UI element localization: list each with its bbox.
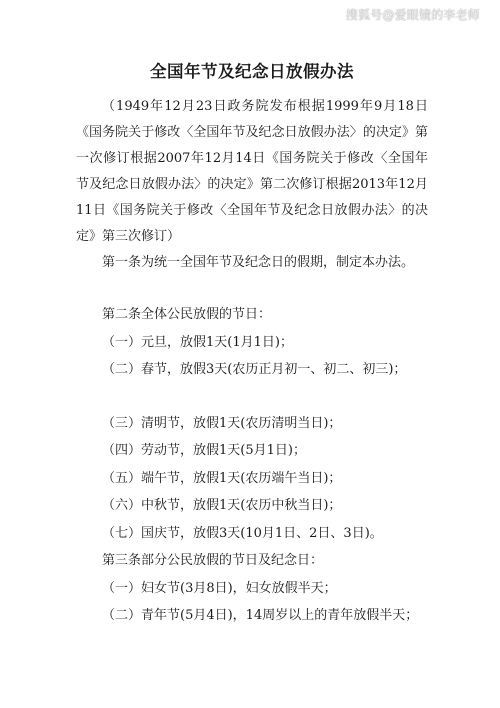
spacer <box>76 384 428 410</box>
article-2-item: （七）国庆节，放假3天(10月1日、2日、3日)。 <box>102 525 383 541</box>
document-title: 全国年节及纪念日放假办法 <box>150 62 354 81</box>
watermark: 搜狐号@爱眼镜的李老师 <box>345 8 480 22</box>
preamble-paragraph: （1949年12月23日政务院发布根据1999年9月18日《国务院关于修改〈全国年节及纪念日放假办法〉的决定》第一次修订根据2007年12月14日《国务院关于修改〈全国年节及纪念日放假办法〉的决定》第二次修订根据2013年12月11日《国务院关于修改〈全国年节及纪念日放假办法〉的决定》第三次修订） <box>76 99 428 244</box>
document-body <box>76 58 428 630</box>
article-2-item: （二）春节，放假3天(农历正月初一、初二、初三)； <box>102 362 407 377</box>
article-2-item: （一）元旦，放假1天(1月1日)； <box>102 334 293 350</box>
article-2-item: （三）清明节，放假1天(农历清明当日)； <box>102 415 342 431</box>
article-2-item: （五）端午节，放假1天(农历端午当日)； <box>102 470 342 486</box>
article-2-item: （六）中秋节，放假1天(农历中秋当日)； <box>102 498 342 513</box>
spacer <box>76 276 428 301</box>
article-2-heading: 第二条全体公民放假的节日： <box>102 307 272 322</box>
article-3-item: （二）青年节(5月4日)，14周岁以上的青年放假半天； <box>102 608 419 623</box>
article-2-item: （四）劳动节，放假1天(5月1日)； <box>102 443 306 458</box>
article-3-item: （一）妇女节(3月8日)，妇女放假半天； <box>102 580 337 596</box>
article-3-heading: 第三条部分公民放假的节日及纪念日： <box>102 553 324 568</box>
article-1: 第一条为统一全国年节及纪念日的假期，制定本办法。 <box>102 255 415 270</box>
